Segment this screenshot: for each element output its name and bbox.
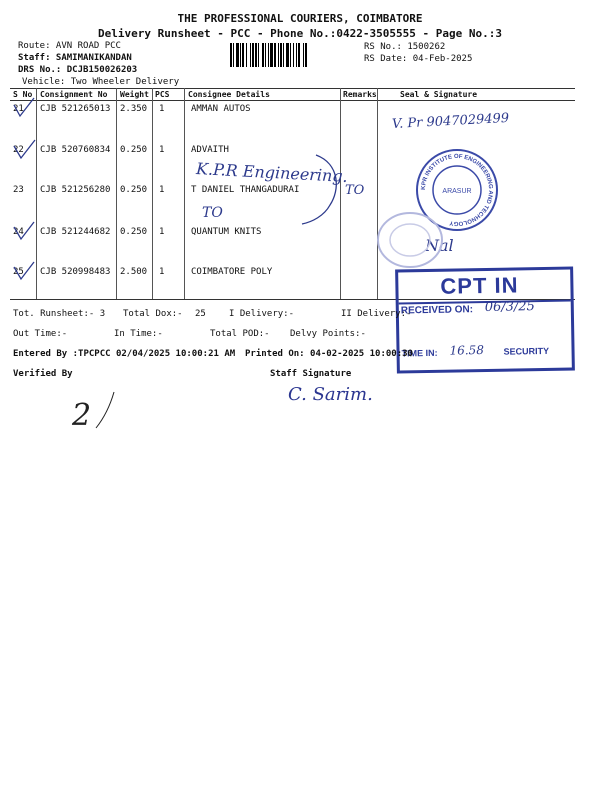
barcode-bar bbox=[250, 43, 251, 67]
barcode-bar bbox=[296, 43, 297, 67]
col-header-sno: S No bbox=[13, 90, 33, 99]
total-dox-value: 25 bbox=[195, 309, 206, 319]
received-on-label: RECEIVED ON: bbox=[400, 304, 474, 317]
col-header-consignment: Consignment No bbox=[40, 90, 108, 99]
staff-signature: C. Sarim. bbox=[288, 384, 373, 405]
row-consignment: CJB 521244682 bbox=[40, 227, 111, 237]
barcode-bar bbox=[278, 43, 279, 67]
row-consignee: COIMBATORE POLY bbox=[191, 267, 273, 277]
row-consignee: AMMAN AUTOS bbox=[191, 104, 251, 114]
row-weight: 2.500 bbox=[120, 267, 148, 277]
received-on-value: 06/3/25 bbox=[484, 299, 536, 316]
time-in-value: 16.58 bbox=[449, 343, 485, 358]
col-divider bbox=[116, 88, 117, 299]
row-consignment: CJB 520760834 bbox=[40, 145, 111, 155]
handwritten-phone: V. Pr 9047029499 bbox=[391, 110, 510, 133]
verified-by: Verified By bbox=[13, 369, 73, 379]
row-consignment: CJB 521265013 bbox=[40, 104, 111, 114]
barcode-bar bbox=[242, 43, 244, 67]
row-consignee: ADVAITH bbox=[191, 145, 229, 155]
verifier-mark: 2 bbox=[72, 398, 92, 433]
row-pcs: 1 bbox=[159, 267, 165, 277]
row-sno: 24 bbox=[13, 227, 24, 237]
total-dox-label: Total Dox:- bbox=[123, 309, 183, 319]
kpr-seal-inner-text: ARASUR bbox=[442, 188, 472, 195]
col-header-consignee: Consignee Details bbox=[188, 90, 270, 99]
barcode-bar bbox=[265, 43, 266, 67]
in-time: In Time:- bbox=[114, 329, 163, 339]
security-label: SECURITY bbox=[503, 345, 550, 357]
delvy-points: Delvy Points:- bbox=[290, 329, 366, 339]
barcode bbox=[230, 43, 358, 67]
handwritten-mark: Nal bbox=[425, 236, 454, 255]
col-divider bbox=[184, 88, 185, 299]
col-header-remarks: Remarks bbox=[343, 90, 377, 99]
row-sno: 21 bbox=[13, 104, 24, 114]
drs-number: DRS No.: DCJB150026203 bbox=[18, 65, 138, 75]
barcode-bar bbox=[240, 43, 241, 67]
printed-on: Printed On: 04-02-2025 10:00:30 bbox=[245, 349, 413, 359]
row-weight: 0.250 bbox=[120, 185, 148, 195]
barcode-bar bbox=[280, 43, 282, 67]
staff-label: Staff: SAMIMANIKANDAN bbox=[18, 53, 132, 63]
barcode-bar bbox=[246, 43, 247, 67]
rs-date: RS Date: 04-Feb-2025 bbox=[364, 54, 473, 64]
row-sno: 25 bbox=[13, 267, 24, 277]
barcode-bar bbox=[233, 43, 234, 67]
barcode-bar bbox=[258, 43, 259, 67]
handwritten-kpr: K.P.R Engineering. bbox=[195, 159, 349, 186]
barcode-bar bbox=[298, 43, 300, 67]
vehicle-label: Vehicle: Two Wheeler Delivery bbox=[22, 77, 180, 87]
barcode-bar bbox=[274, 43, 276, 67]
row-pcs: 1 bbox=[159, 104, 165, 114]
col-header-seal-signature: Seal & Signature bbox=[400, 90, 478, 99]
row-weight: 0.250 bbox=[120, 227, 148, 237]
barcode-bar bbox=[283, 43, 284, 67]
table-header-rule bbox=[10, 100, 575, 101]
total-pod: Total POD:- bbox=[210, 329, 270, 339]
route-label: Route: AVN ROAD PCC bbox=[18, 41, 121, 51]
barcode-bar bbox=[305, 43, 307, 67]
barcode-bar bbox=[236, 43, 239, 67]
time-in-label: TIME IN: bbox=[401, 347, 438, 359]
cpt-in-title: CPT IN bbox=[440, 272, 519, 299]
row-consignment: CJB 521256280 bbox=[40, 185, 111, 195]
col-divider bbox=[152, 88, 153, 299]
rs-number: RS No.: 1500262 bbox=[364, 42, 446, 52]
i-delivery: I Delivery:- bbox=[229, 309, 295, 319]
barcode-bar bbox=[290, 43, 291, 67]
company-title: THE PROFESSIONAL COURIERS, COIMBATORE bbox=[177, 12, 423, 25]
row-pcs: 1 bbox=[159, 145, 165, 155]
entered-by: Entered By :TPCPCC 02/04/2025 10:00:21 AM bbox=[13, 349, 236, 359]
delivery-checkmarks bbox=[8, 96, 38, 296]
ii-delivery: II Delivery:- bbox=[341, 309, 412, 319]
barcode-bar bbox=[270, 43, 273, 67]
faint-round-stamp bbox=[375, 210, 445, 270]
row-sno: 22 bbox=[13, 145, 24, 155]
col-header-pcs: PCS bbox=[155, 90, 170, 99]
barcode-bar bbox=[230, 43, 232, 67]
barcode-bar bbox=[293, 43, 294, 67]
tot-runsheet: Tot. Runsheet:- 3 bbox=[13, 309, 106, 319]
kpr-seal-text: KPR INSTITUTE OF ENGINEERING AND TECHNOLOGY bbox=[420, 153, 494, 227]
barcode-bar bbox=[286, 43, 289, 67]
row-sno: 23 bbox=[13, 185, 24, 195]
barcode-bar bbox=[255, 43, 257, 67]
handwritten-to: TO bbox=[202, 205, 223, 221]
barcode-bar bbox=[262, 43, 264, 67]
barcode-bar bbox=[303, 43, 304, 67]
row-pcs: 1 bbox=[159, 227, 165, 237]
runsheet-subtitle: Delivery Runsheet - PCC - Phone No.:0422-3505555 - Page No.:3 bbox=[98, 27, 502, 40]
handwritten-bracket bbox=[300, 150, 348, 230]
barcode-bar bbox=[268, 43, 269, 67]
row-consignee: QUANTUM KNITS bbox=[191, 227, 262, 237]
row-weight: 0.250 bbox=[120, 145, 148, 155]
barcode-bar bbox=[252, 43, 254, 67]
table-top-rule bbox=[10, 88, 575, 89]
row-weight: 2.350 bbox=[120, 104, 148, 114]
row-consignment: CJB 520998483 bbox=[40, 267, 111, 277]
handwritten-to-remarks: TO bbox=[345, 183, 365, 198]
row-consignee: T DANIEL THANGADURAI bbox=[191, 185, 300, 195]
staff-signature-label: Staff Signature bbox=[270, 369, 352, 379]
cpt-in-stamp bbox=[395, 266, 575, 373]
col-header-weight: Weight bbox=[120, 90, 149, 99]
out-time: Out Time:- bbox=[13, 329, 68, 339]
row-pcs: 1 bbox=[159, 185, 165, 195]
